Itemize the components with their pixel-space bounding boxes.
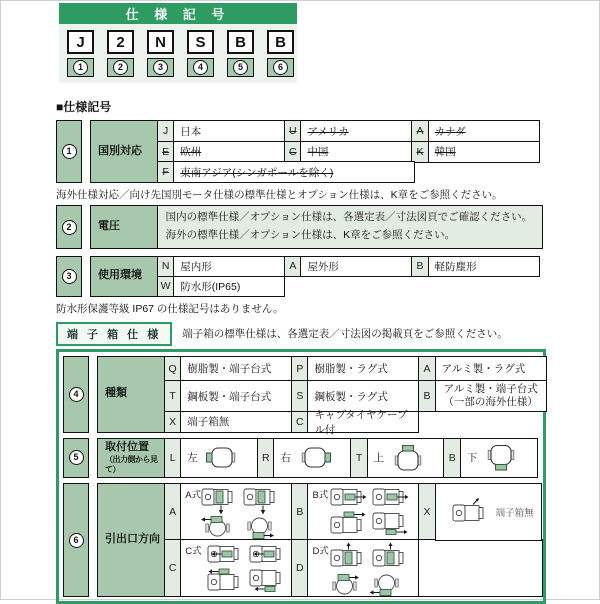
spec-code: P xyxy=(291,356,309,382)
row-kind-table xyxy=(97,356,547,436)
voltage-description xyxy=(157,205,543,249)
outlet-type-b-cell xyxy=(307,483,419,541)
row-gap xyxy=(89,356,97,433)
spec-tables xyxy=(56,98,546,604)
spec-code: E xyxy=(157,141,175,163)
row-number-4 xyxy=(63,356,89,433)
row-mount-table xyxy=(97,438,538,478)
outlet-type-a-cell xyxy=(180,483,292,541)
code-number-6 xyxy=(267,58,294,77)
row-kind xyxy=(63,356,539,436)
circled-number: 2 xyxy=(62,220,77,235)
kind-row-3 xyxy=(164,408,547,436)
mount-right-cell: 右 xyxy=(273,438,351,478)
code-letter-2: 2 xyxy=(107,30,134,54)
spec-code: B xyxy=(443,438,461,478)
spec-code: W xyxy=(157,276,175,297)
row-outlet-table xyxy=(97,483,543,598)
spec-code: X xyxy=(164,411,182,433)
code-column-3 xyxy=(147,30,174,77)
spec-value: 軽防塵形 xyxy=(428,256,540,277)
country-row-2 xyxy=(157,141,540,163)
terminal-box-note: 端子箱の標準仕様は、各選定表／寸法図の掲載頁をご参照ください。 xyxy=(182,328,508,341)
code-letter-6: B xyxy=(267,30,294,54)
outlet-row-1 xyxy=(164,483,543,541)
outlet-type-c-cell xyxy=(180,539,292,597)
spec-value: 防水形(IP65) xyxy=(173,276,285,297)
spec-code: U xyxy=(284,120,302,142)
row-number-3 xyxy=(56,256,82,297)
spec-value: 東南アジア(シンガポールを除く) xyxy=(173,161,415,183)
mount-left-cell: 左 xyxy=(180,438,258,478)
spec-code: D xyxy=(291,539,309,597)
style-b-label: B式 xyxy=(312,489,329,501)
row-country-table xyxy=(90,120,540,183)
spec-code: C xyxy=(291,411,309,433)
spec-value: 樹脂製・端子台式 xyxy=(180,356,292,382)
code-letter-3: N xyxy=(147,30,174,54)
motor-mount-bottom-icon xyxy=(485,445,517,471)
circled-number: 5 xyxy=(233,60,248,75)
spec-value: キャブタイヤケーブル付 xyxy=(307,411,419,433)
spec-code: A xyxy=(411,120,429,142)
outlet-type-x-cell xyxy=(435,483,542,541)
section-title: ■仕様記号 xyxy=(56,100,112,114)
code-column-1 xyxy=(67,30,94,77)
spec-code-boxes xyxy=(59,24,297,83)
row-environment-table xyxy=(90,256,540,297)
row-gap xyxy=(82,120,90,183)
spec-code: B xyxy=(411,256,429,277)
circled-number: 4 xyxy=(193,60,208,75)
spec-value: 鋼板製・端子台式 xyxy=(180,380,292,412)
outlet-row-2 xyxy=(164,539,543,597)
row-number-2 xyxy=(56,205,82,249)
circled-number: 6 xyxy=(273,60,288,75)
code-number-2 xyxy=(107,58,134,77)
row-gap xyxy=(82,205,90,249)
code-number-5 xyxy=(227,58,254,77)
spec-value: 日本 xyxy=(173,120,285,142)
spec-code: T xyxy=(350,438,368,478)
spec-value: 中国 xyxy=(300,141,412,163)
voltage-line-1: 国内の標準仕様／オプション仕様は、各選定表／寸法図頁でご確認ください。 xyxy=(165,211,533,224)
spec-code: R xyxy=(257,438,275,478)
spec-value: 欧州 xyxy=(173,141,285,163)
mount-row xyxy=(164,438,538,478)
circled-number: 1 xyxy=(73,60,88,75)
mount-codes xyxy=(164,438,538,478)
spec-code-title: 仕 様 記 号 xyxy=(59,3,297,24)
spec-code: J xyxy=(157,120,175,142)
code-letter-5: B xyxy=(227,30,254,54)
row-gap xyxy=(82,256,90,297)
spec-code: B xyxy=(418,380,436,412)
row-gap xyxy=(89,438,97,478)
spec-code: L xyxy=(164,438,182,478)
country-row-3 xyxy=(157,161,540,183)
code-letter-4: S xyxy=(187,30,214,54)
code-number-3 xyxy=(147,58,174,77)
outlet-type-d-cell xyxy=(307,539,419,597)
style-c-label: C式 xyxy=(185,546,202,558)
spec-code: A xyxy=(418,356,436,382)
spec-value: 鋼板製・ラグ式 xyxy=(307,380,419,412)
style-d-label: D式 xyxy=(312,546,329,558)
code-number-4 xyxy=(187,58,214,77)
spec-code: T xyxy=(164,380,182,412)
spec-code: Q xyxy=(164,356,182,382)
row-label-mount-sub: （出力側から見て） xyxy=(105,454,158,474)
motor-mount-top-icon xyxy=(392,445,424,471)
spec-code-header xyxy=(59,3,297,83)
environment-row-2 xyxy=(157,276,540,297)
spec-value: アメリカ xyxy=(300,120,412,142)
spec-value: 屋外形 xyxy=(300,256,412,277)
mount-bottom-cell: 下 xyxy=(460,438,538,478)
motor-mount-left-icon xyxy=(206,445,238,471)
spec-code: C xyxy=(164,539,182,597)
motor-mount-right-icon xyxy=(299,445,331,471)
spec-value: カナダ xyxy=(428,120,540,142)
circled-number: 1 xyxy=(62,144,77,159)
environment-codes xyxy=(157,256,540,297)
country-codes xyxy=(157,120,540,183)
note-waterproof: 防水形保護等級 IP67 の仕様記号はありません。 xyxy=(56,302,284,315)
spec-code: N xyxy=(157,256,175,277)
note-overseas: 海外仕様対応／向け先国別モータ仕様の標準仕様とオプション仕様は、K章をご参照ください。 xyxy=(56,189,503,202)
outlet-empty-cell xyxy=(418,539,543,597)
circled-number: 4 xyxy=(69,387,84,402)
circled-number: 2 xyxy=(113,60,128,75)
row-mount xyxy=(63,438,539,478)
row-number-6 xyxy=(63,483,89,598)
no-terminal-box-label: 端子箱無 xyxy=(495,507,534,519)
code-letter-1: J xyxy=(67,30,94,54)
row-label-mount: 取付位置 （出力側から見て） xyxy=(97,438,165,478)
mount-top-cell: 上 xyxy=(367,438,445,478)
row-label-environment: 使用環境 xyxy=(90,256,158,297)
code-column-4 xyxy=(187,30,214,77)
spec-code: K xyxy=(411,141,429,163)
spec-value: アルミ製・端子台式 （一部の海外仕様） xyxy=(435,380,547,412)
row-label-voltage: 電圧 xyxy=(90,205,158,249)
row-voltage xyxy=(56,205,546,249)
spec-code: X xyxy=(418,483,436,541)
row-outlet xyxy=(63,483,539,598)
spec-code: F xyxy=(157,161,175,183)
outlet-codes xyxy=(164,483,543,598)
code-column-6 xyxy=(267,30,294,77)
row-country xyxy=(56,120,546,183)
code-column-2 xyxy=(107,30,134,77)
spec-value: 屋内形 xyxy=(173,256,285,277)
spec-code: A xyxy=(284,256,302,277)
environment-row-1 xyxy=(157,256,540,277)
row-voltage-table xyxy=(90,205,543,249)
terminal-box-table xyxy=(56,349,546,604)
row-label-country: 国別対応 xyxy=(90,120,158,183)
circled-number: 5 xyxy=(69,450,84,465)
spec-code: C xyxy=(284,141,302,163)
spec-code: A xyxy=(164,483,182,541)
country-row-1 xyxy=(157,120,540,142)
circled-number: 3 xyxy=(153,60,168,75)
style-a-label: A式 xyxy=(185,489,202,501)
row-gap xyxy=(89,483,97,598)
terminal-box-badge: 端 子 箱 仕 様 xyxy=(56,322,172,346)
spec-code: S xyxy=(291,380,309,412)
terminal-box-header xyxy=(56,322,546,346)
kind-row-1 xyxy=(164,356,547,382)
row-label-kind: 種類 xyxy=(97,356,165,433)
row-number-5 xyxy=(63,438,89,478)
spec-value: 端子箱無 xyxy=(180,411,292,433)
code-number-1 xyxy=(67,58,94,77)
row-number-1 xyxy=(56,120,82,183)
spec-code: B xyxy=(291,483,309,541)
kind-codes xyxy=(164,356,547,436)
row-label-outlet: 引出口方向 xyxy=(97,483,165,598)
row-environment xyxy=(56,256,546,297)
spec-value: 樹脂製・ラグ式 xyxy=(307,356,419,382)
spec-value: 韓国 xyxy=(428,141,540,163)
circled-number: 3 xyxy=(62,269,77,284)
voltage-line-2: 海外の標準仕様／オプション仕様は、K章をご参照ください。 xyxy=(165,229,456,242)
circled-number: 6 xyxy=(69,533,84,548)
code-column-5 xyxy=(227,30,254,77)
spec-value: アルミ製・ラグ式 xyxy=(435,356,547,382)
